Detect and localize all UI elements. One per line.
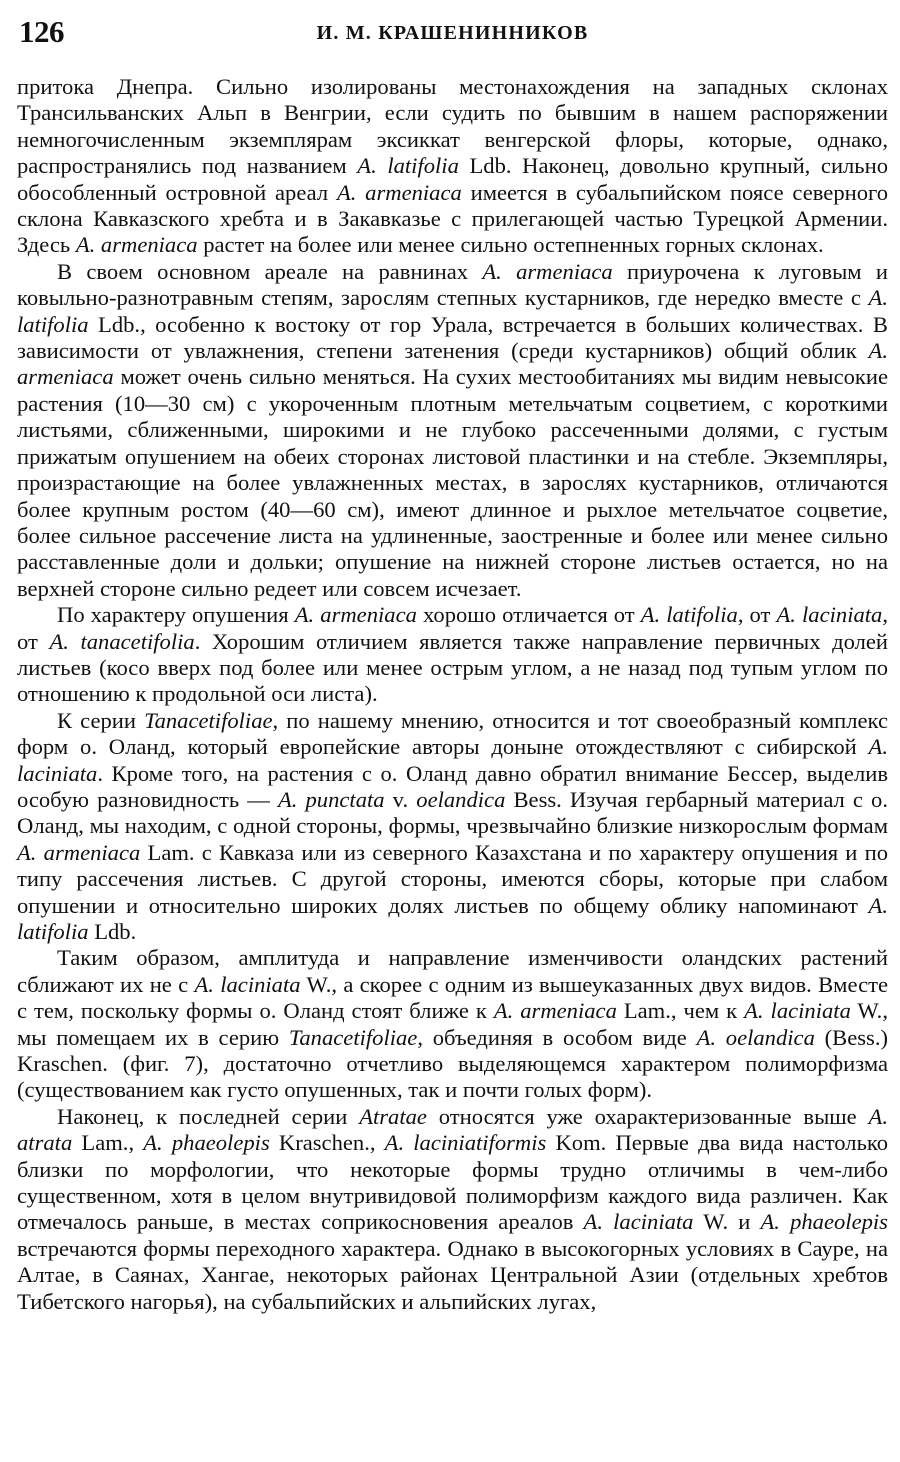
species-name: A. phaeolepis [760, 1209, 888, 1235]
species-name: A. latifolia [17, 892, 888, 944]
species-name: A. armeniaca [75, 232, 198, 258]
text-run: Lam., чем к [616, 998, 745, 1024]
species-name: Atratae [359, 1103, 427, 1129]
species-name: A. armeniaca [482, 258, 613, 284]
species-name: A. latifolia [640, 602, 738, 628]
text-run: встречаются формы переходного характера. Однако в высокогорных условиях в Сауре, на Алтае, в Саянах, Хангае, некоторых районах Центральной Азии (отдельных хребтов Тибетского нагорья), на субальпийских и альпийских лугах, [17, 1235, 888, 1314]
species-name: A. laciniata [17, 734, 888, 786]
running-head [17, 10, 888, 56]
text-run: W. и [693, 1209, 761, 1235]
species-name: A. armeniaca [17, 839, 141, 865]
text-run: v. [384, 786, 417, 812]
paragraph [17, 602, 888, 708]
species-name: A. tanacetifolia [49, 628, 195, 654]
species-name: A. armeniaca [294, 602, 417, 628]
text-run: Ldb. Наконец, довольно крупный, сильно обособленный островной ареал [17, 153, 888, 205]
text-run: Lam. с Кавказа или из северного Казахстана и по характеру опушения и по типу рассечения листьев. С другой стороны, имеются сборы, которые при слабом опушении и относительно широких долях листьев по общему облику напоминают [17, 839, 889, 918]
text-run: . Кроме того, на растения с о. Оланд давно обратил внимание Бессер, выделив особую разновидность — [17, 760, 888, 812]
species-name: A. laciniata [194, 971, 301, 997]
page-number: 126 [19, 14, 64, 49]
text-run: Bess. Изучая гербарный материал с о. Оланд, мы находим, с одной стороны, формы, чрезвычайно близкие низкорослым формам [17, 786, 888, 839]
text-run: , от [737, 602, 777, 628]
text-run: Наконец, к последней серии [57, 1103, 360, 1129]
text-run: (Bess.) Kraschen. (фиг. 7), достаточно отчетливо выделяющемся характером полиморфизма (существованием как густо опушенных, так и почти голых форм). [17, 1024, 888, 1103]
text-run: , по нашему мнению, относится и тот своеобразный комплекс форм о. Оланд, который европейские авторы доныне отождествляют с сибирской [17, 707, 889, 760]
text-run: хорошо отличается от [416, 602, 641, 628]
text-run: К серии [57, 707, 145, 733]
text-run: Таким образом, амплитуда и направление изменчивости оландских растений сближают их не с [17, 945, 888, 997]
text-run: относятся уже охарактеризованные выше [426, 1103, 869, 1129]
text-run: , объединяя в особом виде [417, 1024, 697, 1050]
text-run: Ldb., особенно к востоку от гор Урала, встречается в больших количествах. В зависимости от увлажнения, степени затенения (среди кустарников) общий облик [17, 311, 888, 364]
text-run: По характеру опушения [57, 602, 295, 628]
paragraph [17, 259, 888, 602]
text-run: Ldb. [88, 919, 137, 944]
species-name: A. laciniata [744, 998, 851, 1024]
paragraph [17, 1104, 888, 1315]
text-run: , от [17, 602, 888, 654]
species-name: Tanacetifoliae [144, 707, 273, 733]
text-run: Lam., [72, 1130, 144, 1156]
body-text [17, 74, 888, 1315]
paragraph [17, 945, 888, 1103]
species-name: A. armeniaca [493, 998, 617, 1024]
species-name: oelandica [416, 786, 506, 812]
text-run: Kom. Первые два вида настолько близки по морфологии, что некоторые формы трудно отличимы в чем-либо существенном, хотя в целом внутривидовой полиморфизм каждого вида различен. Как отмечалось раньше, в местах соприкосновения ареалов [17, 1130, 889, 1235]
text-run: W., мы помещаем их в серию [17, 998, 888, 1050]
species-name: A. punctata [277, 786, 385, 812]
paragraph [17, 708, 888, 946]
species-name: A. atrata [17, 1103, 888, 1156]
text-run: имеется в субальпийском поясе северного склона Кавказского хребта и в Закавказье с прилегающей частью Турецкой Армении. Здесь [17, 179, 889, 258]
species-name: A. latifolia [357, 153, 459, 179]
species-name: A. laciniata [583, 1209, 694, 1235]
species-name: A. laciniata [776, 602, 883, 628]
paragraph [17, 74, 888, 259]
text-run: В своем основном ареале на равнинах [57, 258, 483, 284]
species-name: A. armeniaca [17, 338, 888, 390]
species-name: A. oelandica [696, 1024, 815, 1050]
text-run: . Хорошим отличием является также направление первичных долей листьев (косо вверх под более или менее острым углом, а не назад под тупым углом по отношению к продольной оси листа). [17, 628, 888, 707]
text-run: приурочена к луговым и ковыльно-разнотравным степям, зарослям степных кустарников, где нередко вместе с [17, 258, 888, 311]
text-run: может очень сильно меняться. На сухих местообитаниях мы видим невысокие растения (10—30 см) с укороченным плотным метельчатым соцветием, с короткими листьями, сближенными, широкими и не глубоко рассеченными долями, с густым прижатым опушением на обеих сторонах листовой пластинки и на стебле. Экземпляры, произрастающие на более увлажненных местах, в зарослях кустарников, отличаются более крупным ростом (40—60 см), имеют длинное и рыхлое метельчатое соцветие, более сильное рассечение листа на удлиненные, заостренные и более или менее сильно расставленные доли и дольки; опушение на нижней стороне листьев остается, но на верхней стороне сильно редеет или совсем исчезает. [17, 364, 888, 601]
species-name: Tanacetifoliae [288, 1024, 418, 1050]
text-run: W., а скорее с одним из вышеуказанных двух видов. Вместе с тем, поскольку формы о. Оланд стоят ближе к [17, 971, 888, 1024]
species-name: A. phaeolepis [143, 1130, 270, 1156]
text-run: притока Днепра. Сильно изолированы местонахождения на западных склонах Трансильванских Альп в Венгрии, если судить по бывшим в нашем распоряжении немногочисленным экземплярам эксиккат венгерской флоры, которые, однако, распространялись под названием [17, 74, 888, 179]
text-run: растет на более или менее сильно остепненных горных склонах. [197, 232, 824, 258]
species-name: A. armeniaca [336, 179, 462, 205]
running-title: И. М. КРАШЕНИННИКОВ [316, 22, 589, 44]
species-name: A. latifolia [17, 285, 888, 337]
species-name: A. laciniatiformis [384, 1130, 547, 1156]
text-run: Kraschen., [269, 1130, 385, 1156]
